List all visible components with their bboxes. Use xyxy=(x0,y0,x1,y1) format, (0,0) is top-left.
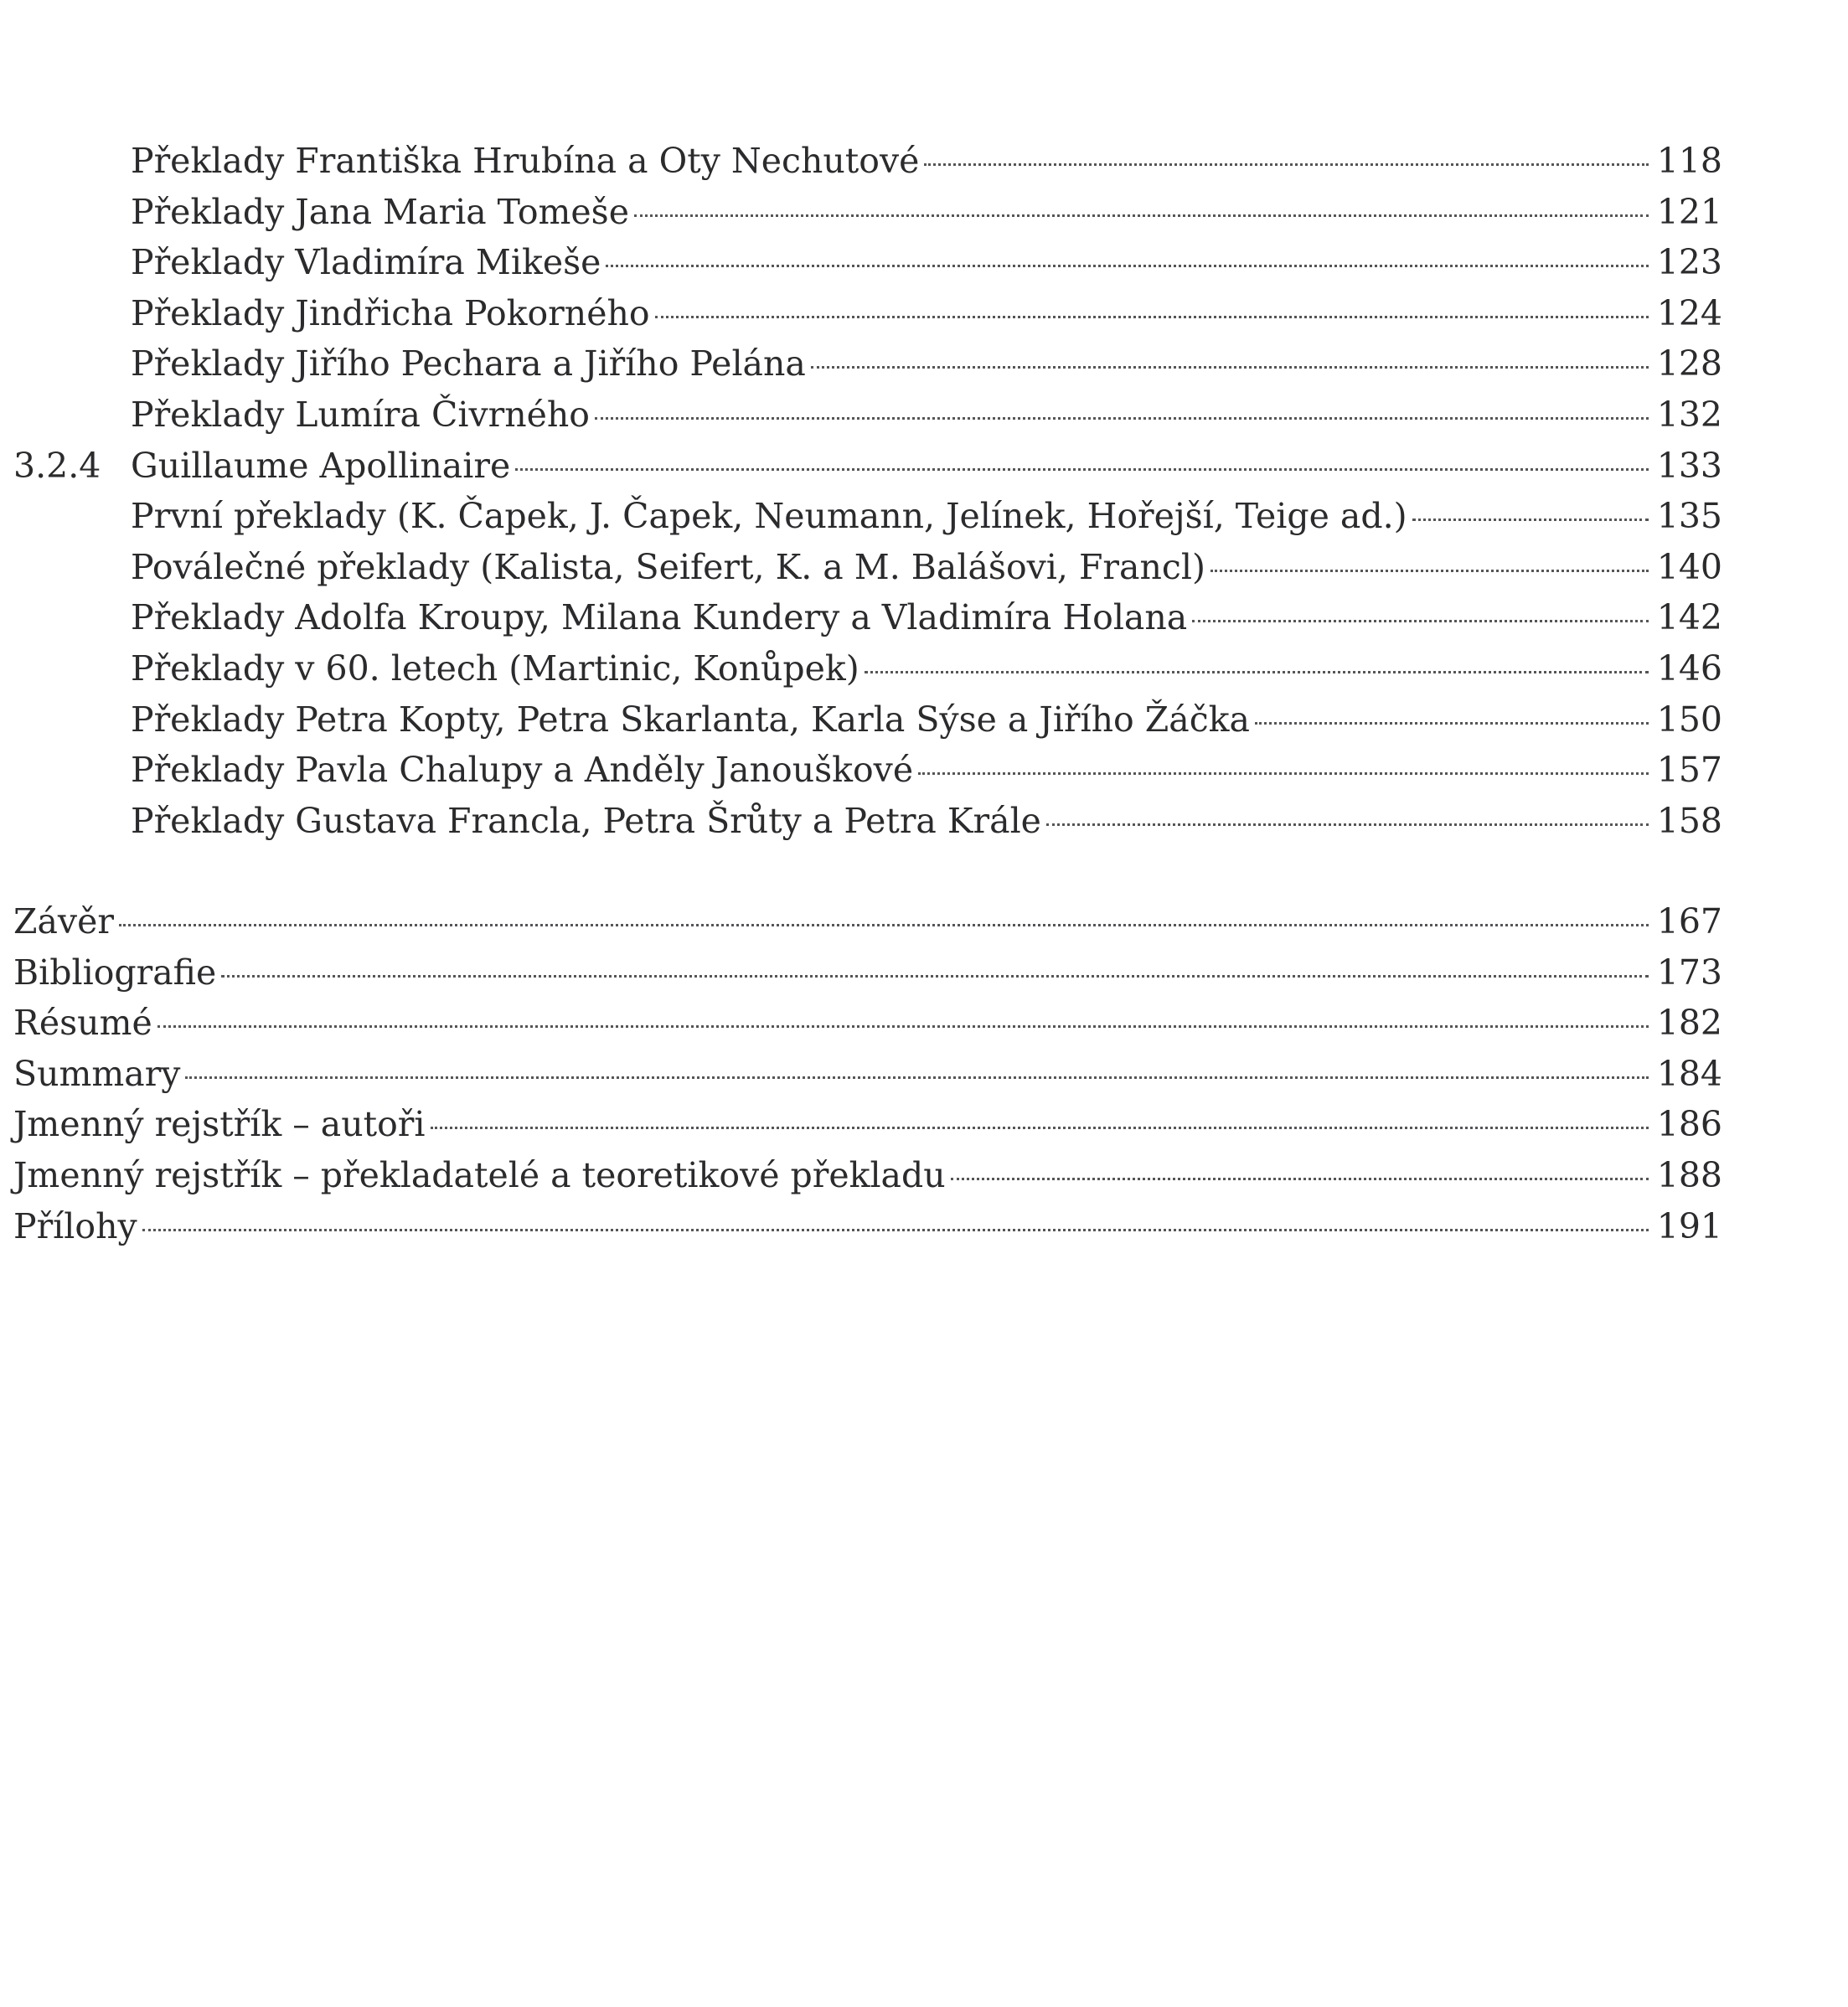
toc-entry-title: Překlady Jana Maria Tomeše xyxy=(131,191,629,232)
toc-entry-page: 124 xyxy=(1656,292,1722,333)
dot-leader xyxy=(157,1025,1649,1028)
toc-entry-title: Překlady Jiřího Pechara a Jiřího Pelána xyxy=(131,343,806,384)
toc-entry-main[interactable] xyxy=(13,1049,1722,1100)
toc-entry-title: Překlady Jindřicha Pokorného xyxy=(131,292,650,333)
toc-entry-title: Jmenný rejstřík – autoři xyxy=(13,1104,426,1145)
toc-entry[interactable] xyxy=(13,643,1722,694)
toc-entry-page: 157 xyxy=(1656,750,1722,791)
dot-leader xyxy=(606,265,1648,267)
dot-leader xyxy=(119,924,1649,926)
toc-entry-page: 191 xyxy=(1656,1205,1722,1246)
toc-entry-page: 142 xyxy=(1656,597,1722,638)
toc-entry-main[interactable] xyxy=(13,1201,1722,1252)
toc-entry-page: 182 xyxy=(1656,1003,1722,1044)
toc-entry[interactable] xyxy=(13,491,1722,542)
dot-leader xyxy=(865,671,1649,673)
dot-leader xyxy=(924,163,1648,166)
toc-entry[interactable] xyxy=(13,745,1722,796)
dot-leader xyxy=(431,1127,1649,1129)
toc-subsection-list xyxy=(13,136,1722,846)
toc-entry-page: 118 xyxy=(1656,141,1722,181)
toc-entry-title: Překlady v 60. letech (Martinic, Konůpek) xyxy=(131,648,859,689)
dot-leader xyxy=(515,468,1649,471)
toc-entry-page: 123 xyxy=(1656,242,1722,283)
toc-entry-page: 184 xyxy=(1656,1053,1722,1094)
toc-entry[interactable] xyxy=(13,187,1722,238)
toc-entry-title: Poválečné překlady (Kalista, Seifert, K. a M. Balášovi, Francl) xyxy=(131,546,1205,587)
dot-leader xyxy=(951,1178,1649,1180)
dot-leader xyxy=(1412,519,1649,521)
dot-leader xyxy=(655,316,1649,318)
toc-entry-number: 3.2.4 xyxy=(13,445,101,486)
dot-leader xyxy=(1255,722,1649,725)
toc-entry[interactable] xyxy=(13,136,1722,187)
toc-entry-title: Překlady Františka Hrubína a Oty Nechutové xyxy=(131,141,920,181)
toc-entry-title: Překlady Pavla Chalupy a Anděly Janouškové xyxy=(131,750,914,791)
toc-entry[interactable] xyxy=(13,592,1722,643)
toc-entry-title: Summary xyxy=(13,1053,181,1094)
toc-entry-title: Překlady Gustava Francla, Petra Šrůty a Petra Krále xyxy=(131,800,1041,841)
toc-entry[interactable] xyxy=(13,542,1722,593)
toc-entry-title: Překlady Petra Kopty, Petra Skarlanta, Karla Sýse a Jiřího Žáčka xyxy=(131,699,1250,740)
toc-entry-main[interactable] xyxy=(13,947,1722,998)
toc-entry-title: Překlady Vladimíra Mikeše xyxy=(131,242,601,283)
toc-entry-title: Závěr xyxy=(13,901,114,942)
toc-entry-page: 140 xyxy=(1656,546,1722,587)
toc-entry[interactable] xyxy=(13,338,1722,390)
toc-entry-main[interactable] xyxy=(13,998,1722,1049)
dot-leader xyxy=(1192,620,1649,622)
toc-entry[interactable] xyxy=(13,694,1722,746)
dot-leader xyxy=(634,214,1649,217)
dot-leader xyxy=(918,772,1649,775)
toc-entry-page: 150 xyxy=(1656,699,1722,740)
dot-leader xyxy=(811,366,1649,369)
toc-entry-title: Přílohy xyxy=(13,1205,137,1246)
toc-entry-page: 186 xyxy=(1656,1104,1722,1145)
toc-entry-main[interactable] xyxy=(13,1099,1722,1150)
toc-main-list xyxy=(13,896,1722,1251)
toc-entry-title: Bibliografie xyxy=(13,952,217,993)
toc-entry-page: 146 xyxy=(1656,648,1722,689)
toc-entry-numbered[interactable] xyxy=(13,441,1722,492)
toc-entry-page: 158 xyxy=(1656,800,1722,841)
toc-entry-page: 132 xyxy=(1656,394,1722,435)
toc-entry-title: Guillaume Apollinaire xyxy=(131,445,511,486)
toc-entry-page: 128 xyxy=(1656,343,1722,384)
dot-leader xyxy=(221,975,1648,978)
toc-entry-page: 188 xyxy=(1656,1154,1722,1195)
toc-entry-main[interactable] xyxy=(13,896,1722,947)
toc-entry-page: 167 xyxy=(1656,901,1722,942)
dot-leader xyxy=(142,1229,1649,1231)
toc-entry[interactable] xyxy=(13,237,1722,288)
toc-entry[interactable] xyxy=(13,390,1722,441)
toc-entry-title: Překlady Lumíra Čivrného xyxy=(131,394,590,435)
toc-entry-page: 173 xyxy=(1656,952,1722,993)
toc-entry-page: 135 xyxy=(1656,496,1722,537)
dot-leader xyxy=(1046,823,1649,826)
toc-entry-title: Jmenný rejstřík – překladatelé a teoretikové překladu xyxy=(13,1154,946,1195)
toc-entry-page: 121 xyxy=(1656,191,1722,232)
toc-entry-title: Překlady Adolfa Kroupy, Milana Kundery a Vladimíra Holana xyxy=(131,597,1188,638)
dot-leader xyxy=(595,417,1649,420)
toc-entry-title: Résumé xyxy=(13,1003,152,1044)
toc-entry[interactable] xyxy=(13,288,1722,339)
toc-entry[interactable] xyxy=(13,796,1722,847)
toc-entry-title: První překlady (K. Čapek, J. Čapek, Neumann, Jelínek, Hořejší, Teige ad.) xyxy=(131,496,1407,537)
dot-leader xyxy=(185,1076,1648,1079)
toc-entry-main[interactable] xyxy=(13,1150,1722,1201)
toc-entry-page: 133 xyxy=(1656,445,1722,486)
dot-leader xyxy=(1210,570,1649,572)
